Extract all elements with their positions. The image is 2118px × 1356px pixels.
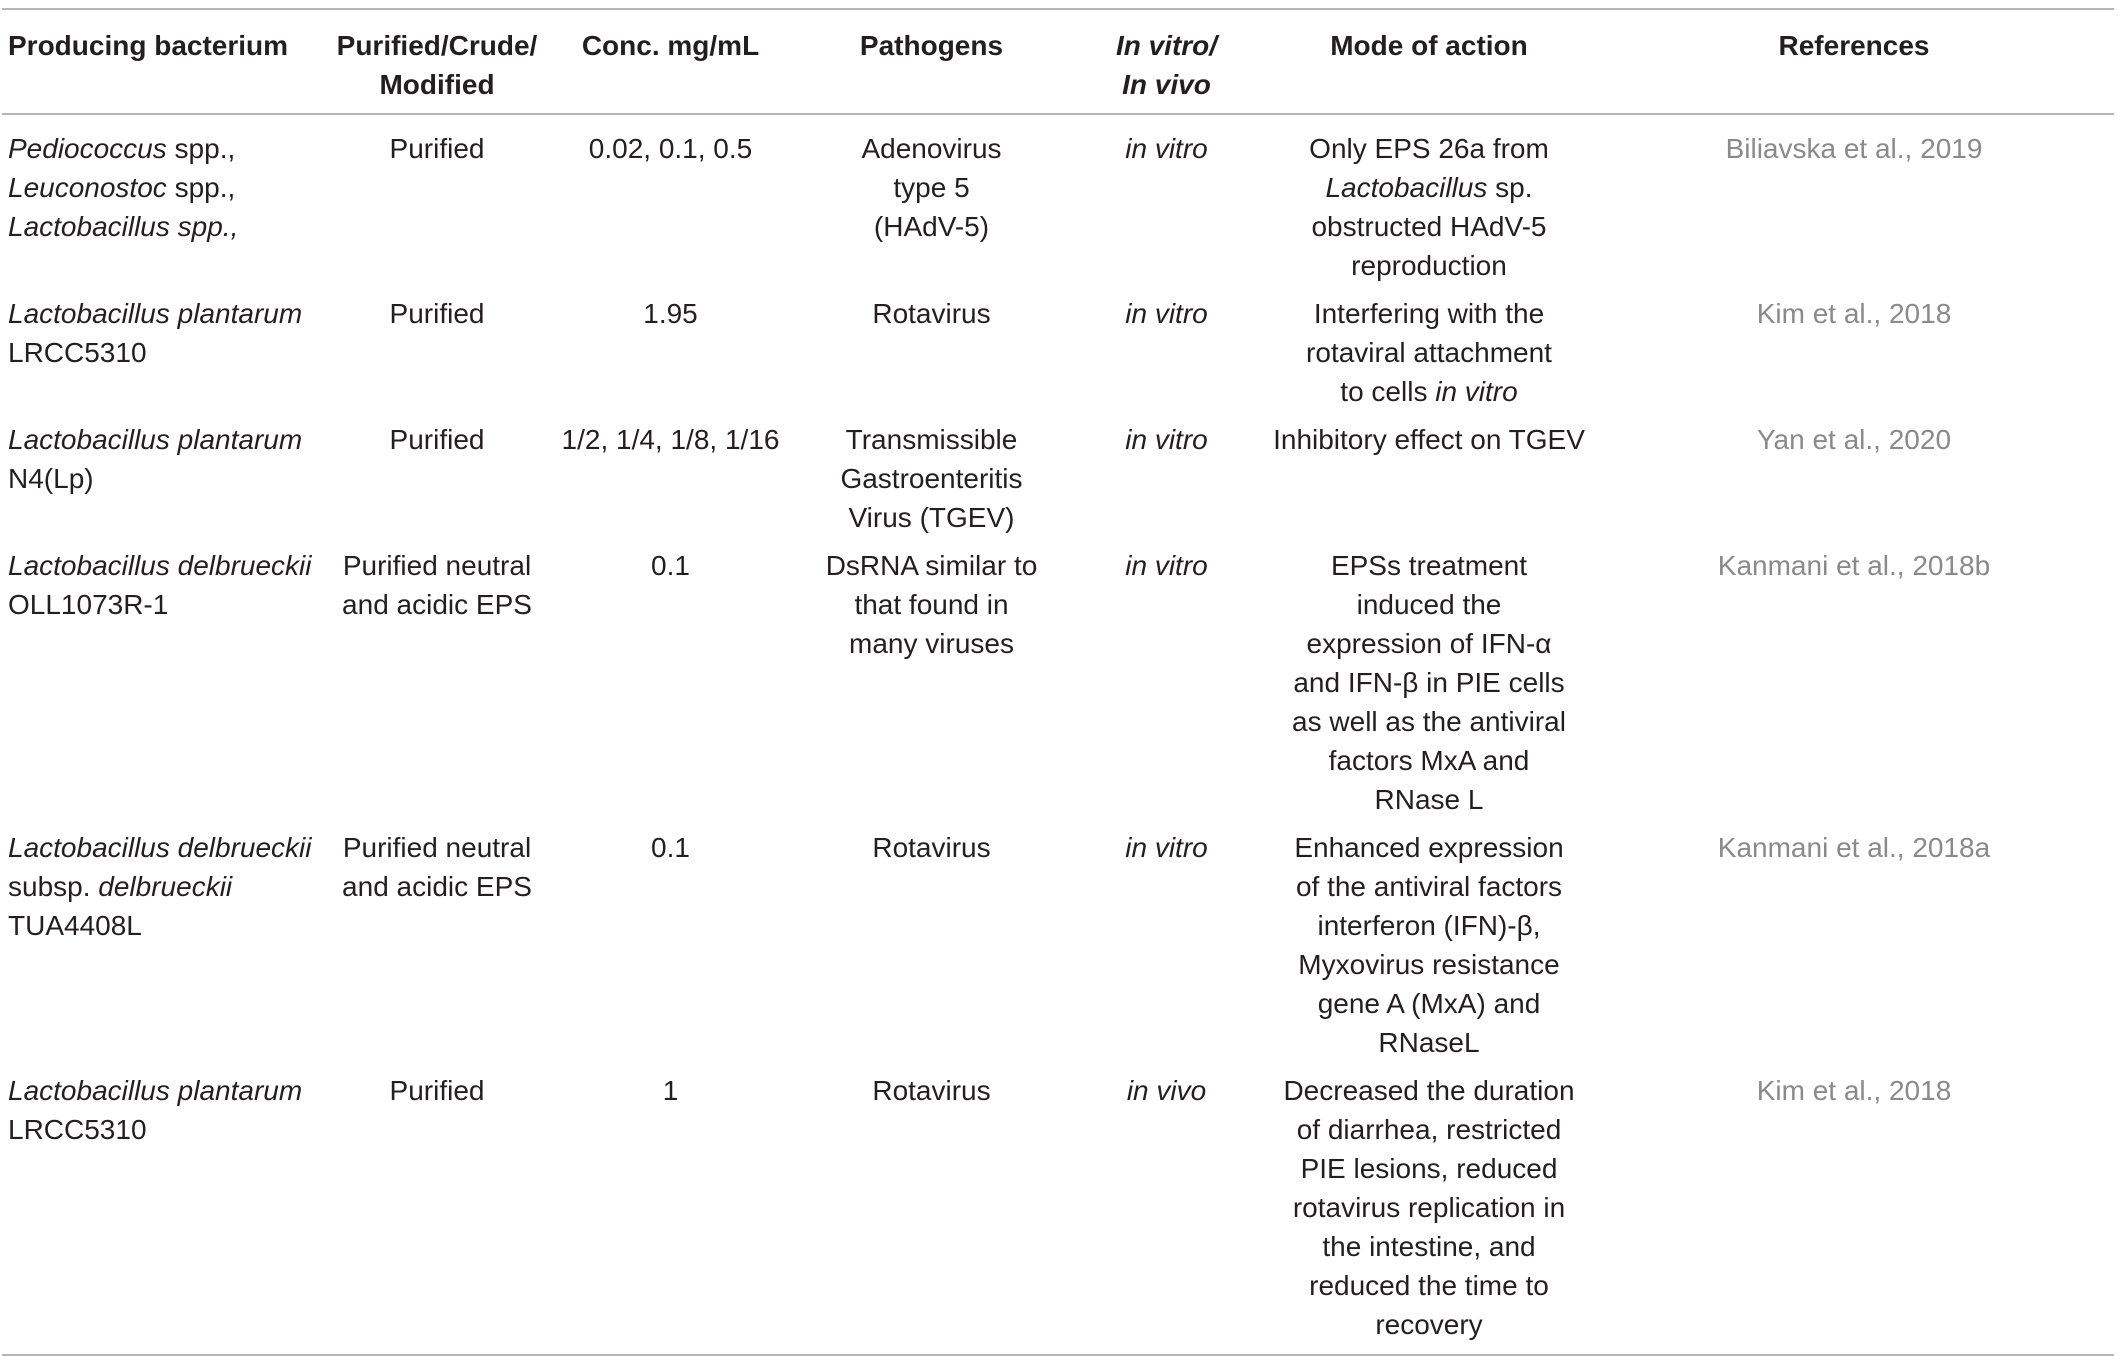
cell-purified: Purified (389, 133, 485, 164)
cell-bacterium: Lactobacillus plantarum N4(Lp) (8, 424, 303, 494)
cell-reference: Kim et al., 2018 (1756, 298, 1952, 329)
cell-in-vitro-in-vivo: in vitro (1125, 550, 1208, 581)
cell-pathogens: Rotavirus (872, 1075, 991, 1106)
header-in-vitro-in-vivo: In vitro/ In vivo (1115, 30, 1218, 100)
cell-purified: Purified (389, 424, 485, 455)
cell-bacterium: Lactobacillus plantarum LRCC5310 (8, 1075, 303, 1145)
cell-concentration: 0.1 (651, 550, 690, 581)
cell-mode-of-action: Interfering with the rotaviral attachment to cells in vitro (1306, 298, 1552, 407)
cell-pathogens: Adenovirus type 5 (HAdV-5) (861, 133, 1002, 242)
cell-bacterium: Lactobacillus delbrueckii OLL1073R-1 (8, 550, 312, 620)
table-row (2, 538, 2114, 820)
header-purified: Purified/Crude/ Modified (336, 30, 538, 100)
cell-reference: Yan et al., 2020 (1756, 424, 1952, 455)
cell-in-vitro-in-vivo: in vivo (1126, 1075, 1207, 1106)
cell-purified: Purified (389, 298, 485, 329)
cell-reference: Kanmani et al., 2018b (1717, 550, 1991, 581)
cell-concentration: 1/2, 1/4, 1/8, 1/16 (561, 424, 780, 455)
cell-mode-of-action: Enhanced expression of the antiviral factors interferon (IFN)-β, Myxovirus resistance gene A (MxA) and RNaseL (1294, 832, 1564, 1058)
table-row (2, 820, 2114, 1063)
cell-in-vitro-in-vivo: in vitro (1125, 424, 1208, 455)
cell-reference: Biliavska et al., 2019 (1725, 133, 1983, 164)
cell-concentration: 0.1 (651, 832, 690, 863)
cell-concentration: 1 (662, 1075, 679, 1106)
header-concentration: Conc. mg/mL (581, 30, 760, 61)
cell-in-vitro-in-vivo: in vitro (1125, 133, 1208, 164)
cell-mode-of-action: Decreased the duration of diarrhea, restricted PIE lesions, reduced rotavirus replication in the intestine, and reduced the time to recovery (1283, 1075, 1575, 1340)
table-row (2, 286, 2114, 412)
cell-purified: Purified neutral and acidic EPS (342, 832, 532, 902)
cell-mode-of-action: EPSs treatment induced the expression of IFN-α and IFN-β in PIE cells as well as the antiviral factors MxA and RNase L (1292, 550, 1566, 815)
cell-pathogens: DsRNA similar to that found in many viruses (825, 550, 1038, 659)
header-row (2, 9, 2114, 114)
cell-concentration: 0.02, 0.1, 0.5 (588, 133, 753, 164)
cell-bacterium: Pediococcus spp., Leuconostoc spp., Lactobacillus spp., (8, 133, 239, 242)
cell-reference: Kanmani et al., 2018a (1717, 832, 1991, 863)
header-producing-bacterium: Producing bacterium (8, 30, 289, 61)
cell-purified: Purified (389, 1075, 485, 1106)
table-row (2, 1063, 2114, 1355)
cell-pathogens: Transmissible Gastroenteritis Virus (TGEV) (840, 424, 1023, 533)
header-mode-of-action: Mode of action (1330, 30, 1528, 61)
cell-mode-of-action: Only EPS 26a from Lactobacillus sp. obstructed HAdV-5 reproduction (1309, 133, 1549, 281)
cell-in-vitro-in-vivo: in vitro (1125, 832, 1208, 863)
data-table (2, 8, 2114, 1356)
table-row (2, 412, 2114, 538)
cell-reference: Kim et al., 2018 (1756, 1075, 1952, 1106)
cell-mode-of-action: Inhibitory effect on TGEV (1273, 424, 1585, 455)
cell-bacterium: Lactobacillus plantarum LRCC5310 (8, 298, 303, 368)
table-row (2, 114, 2114, 286)
table-body (2, 114, 2114, 1355)
table-header (2, 9, 2114, 114)
cell-in-vitro-in-vivo: in vitro (1125, 298, 1208, 329)
header-references: References (1778, 30, 1930, 61)
cell-purified: Purified neutral and acidic EPS (342, 550, 532, 620)
cell-concentration: 1.95 (643, 298, 698, 329)
cell-pathogens: Rotavirus (872, 832, 991, 863)
cell-bacterium: Lactobacillus delbrueckii subsp. delbrueckii TUA4408L (8, 832, 312, 941)
header-pathogens: Pathogens (859, 30, 1004, 61)
cell-pathogens: Rotavirus (872, 298, 991, 329)
